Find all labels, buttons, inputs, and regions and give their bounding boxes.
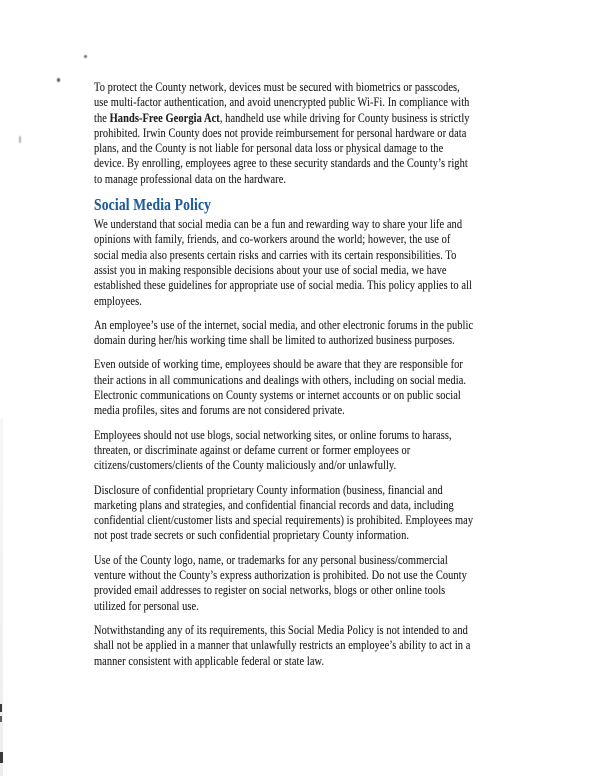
text-line: plans, and the County is not liable for personal data loss or physical damage to the xyxy=(94,140,444,156)
text-line: threaten, or discriminate against or defame current or former employees or xyxy=(94,441,411,457)
scan-speck xyxy=(57,78,60,82)
text-line: venture without the County’s express authorization is prohibited. Do not use the County xyxy=(94,567,467,583)
text-line: device. By enrolling, employees agree to these security standards and the County’s right xyxy=(94,155,468,171)
text-line: media profiles, sites and forums are not considered private. xyxy=(94,402,345,418)
text-line: assist you in making responsible decisions about your use of social media, we have xyxy=(94,261,447,277)
policy-paragraph xyxy=(94,427,600,473)
text-line: confidential client/customer lists and special requirements) is prohibited. Employees may xyxy=(94,512,474,528)
text-segment: the xyxy=(94,109,110,125)
text-line: shall not be applied in a manner that unlawfully restricts an employee’s ability to act in a xyxy=(94,637,471,653)
scan-edge-mark xyxy=(0,752,3,763)
text-line: employees. xyxy=(94,292,142,308)
text-line: established these guidelines for appropriate use of social media. This policy applies to all xyxy=(94,277,473,293)
text-line: Use of the County logo, name, or trademarks for any personal business/commercial xyxy=(94,551,448,567)
text-line: Employees should not use blogs, social networking sites, or online forums to harass, xyxy=(94,426,452,442)
text-line: utilized for personal use. xyxy=(94,597,199,613)
text-line: provided email addresses to register on social networks, blogs or other online tools xyxy=(94,582,446,598)
text-line: To protect the County network, devices must be secured with biometrics or passcodes, xyxy=(94,79,460,94)
bold-act-name: Hands-Free Georgia Act xyxy=(109,109,220,125)
text-line: use multi-factor authentication, and avoid unencrypted public Wi-Fi. In compliance with xyxy=(94,94,470,110)
text-line: Electronic communications on County systems or internet accounts or on public social xyxy=(94,387,461,403)
text-segment: , handheld use while driving for County business is strictly xyxy=(219,109,470,125)
text-line: social media also presents certain risks and carries with its certain responsibilities. To xyxy=(94,246,457,262)
page-text-column xyxy=(94,79,600,668)
text-line: not post trade secrets or such confidential proprietary County information. xyxy=(94,527,410,543)
text-line: marketing plans and strategies, and confidential financial records and data, including xyxy=(94,496,454,512)
scan-edge-mark xyxy=(0,704,2,712)
text-line xyxy=(94,110,600,125)
policy-paragraph xyxy=(94,317,600,348)
text-line: Notwithstanding any of its requirements, this Social Media Policy is not intended to and xyxy=(94,621,468,637)
text-line: citizens/customers/clients of the County maliciously and/or unlawfully. xyxy=(94,457,397,473)
text-line: to manage professional data on the hardware. xyxy=(94,170,287,186)
policy-paragraph xyxy=(94,622,600,668)
scan-speck xyxy=(19,136,21,143)
text-line: prohibited. Irwin County does not provide reimbursement for personal hardware or data xyxy=(94,124,467,140)
text-line: domain during her/his working time shall be limited to authorized business purposes. xyxy=(94,332,455,348)
text-line: manner consistent with applicable federal or state law. xyxy=(94,652,325,668)
policy-paragraph xyxy=(94,356,600,417)
text-line: Even outside of working time, employees should be aware that they are responsible for xyxy=(94,356,463,372)
scan-speck xyxy=(84,55,87,58)
scan-edge-mark xyxy=(0,716,2,722)
text-line: Disclosure of confidential proprietary County information (business, financial and xyxy=(94,481,443,497)
text-line: An employee’s use of the internet, social media, and other electronic forums in the public xyxy=(94,316,474,332)
text-line: opinions with family, friends, and co-workers around the world; however, the use of xyxy=(94,231,451,247)
policy-paragraph xyxy=(94,482,600,543)
intro-paragraph xyxy=(94,79,600,186)
policy-paragraph xyxy=(94,552,600,613)
text-line: their actions in all communications and dealings with others, including on social media. xyxy=(94,371,467,387)
section-heading-social-media-policy: Social Media Policy xyxy=(94,195,212,215)
text-line: We understand that social media can be a fun and rewarding way to share your life and xyxy=(94,216,463,232)
policy-paragraph xyxy=(94,216,600,308)
scan-edge-shadow xyxy=(0,418,3,776)
